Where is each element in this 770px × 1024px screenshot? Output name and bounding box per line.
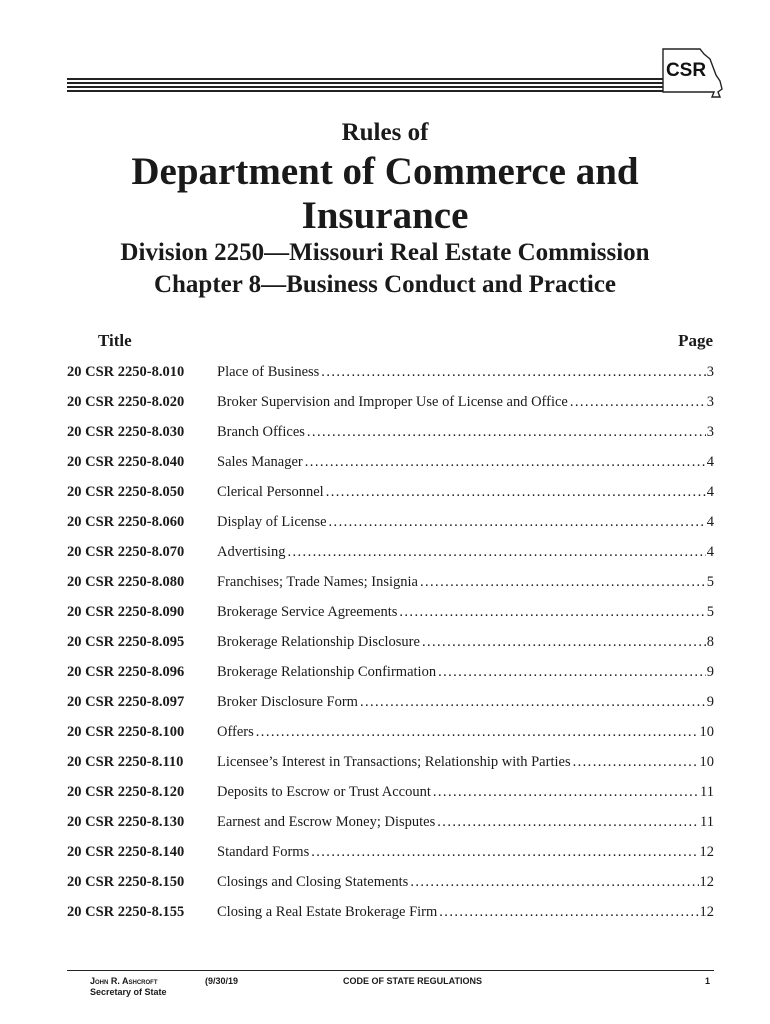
dot-leader xyxy=(256,724,699,741)
rule-title: Earnest and Escrow Money; Disputes xyxy=(217,814,436,830)
table-of-contents xyxy=(67,364,714,934)
rule-title: Broker Disclosure Form xyxy=(217,694,358,710)
logo-text: CSR xyxy=(665,60,707,81)
dot-leader xyxy=(360,694,706,711)
rule-title-line xyxy=(217,424,714,441)
rule-title-line xyxy=(217,634,714,651)
rule-title: Standard Forms xyxy=(217,844,310,860)
page-column-header: Page xyxy=(678,331,713,350)
rule-number: 20 CSR 2250-8.120 xyxy=(67,784,185,800)
dot-leader xyxy=(420,574,706,591)
rule-page-number: 11 xyxy=(700,814,714,830)
dot-leader xyxy=(326,484,706,501)
toc-row xyxy=(67,814,714,844)
rule-title: Deposits to Escrow or Trust Account xyxy=(217,784,431,800)
rule-title: Brokerage Relationship Disclosure xyxy=(217,634,420,650)
rule-page-number: 4 xyxy=(706,544,714,560)
dot-leader xyxy=(433,784,699,801)
rule-number: 20 CSR 2250-8.020 xyxy=(67,394,185,410)
dot-leader xyxy=(570,394,706,411)
division-title: Division 2250—Missouri Real Estate Commission xyxy=(120,239,650,266)
footer-date: (9/30/19 xyxy=(205,976,239,986)
dot-leader xyxy=(329,514,706,531)
rule-number: 20 CSR 2250-8.090 xyxy=(67,604,185,620)
toc-row xyxy=(67,484,714,514)
rule-title: Display of License xyxy=(217,514,327,530)
rule-title-line xyxy=(217,454,714,471)
rule-title-line xyxy=(217,664,714,681)
toc-row xyxy=(67,844,714,874)
rule-page-number: 12 xyxy=(699,844,714,860)
toc-row xyxy=(67,544,714,574)
dot-leader xyxy=(399,604,705,621)
rule-title: Licensee’s Interest in Transactions; Relationship with Parties xyxy=(217,754,571,770)
rule-title: Brokerage Relationship Confirmation xyxy=(217,664,437,680)
rule-title: Clerical Personnel xyxy=(217,484,324,500)
rule-number: 20 CSR 2250-8.155 xyxy=(67,904,185,920)
dot-leader xyxy=(437,814,699,831)
rule-page-number: 10 xyxy=(699,754,714,770)
rule-page-number: 9 xyxy=(706,694,714,710)
department-title-line1: Department of Commerce and xyxy=(131,150,639,193)
rule-page-number: 4 xyxy=(706,514,714,530)
rule-page-number: 3 xyxy=(706,364,714,380)
toc-row xyxy=(67,724,714,754)
dot-leader xyxy=(439,904,698,921)
rule-number: 20 CSR 2250-8.080 xyxy=(67,574,185,590)
rule-number: 20 CSR 2250-8.060 xyxy=(67,514,185,530)
toc-row xyxy=(67,454,714,484)
toc-row xyxy=(67,904,714,934)
footer-publication: CODE OF STATE REGULATIONS xyxy=(343,976,482,986)
author-name: John R. Ashcroft xyxy=(90,976,158,986)
toc-row xyxy=(67,394,714,424)
rule-number: 20 CSR 2250-8.040 xyxy=(67,454,185,470)
rule-title-line xyxy=(217,904,714,921)
department-title xyxy=(0,150,770,238)
rule-title-line xyxy=(217,394,714,411)
dot-leader xyxy=(307,424,706,441)
rule-title-line xyxy=(217,364,714,381)
rule-title: Advertising xyxy=(217,544,286,560)
rule-title-line xyxy=(217,514,714,531)
rule-title-line xyxy=(217,754,714,771)
rule-title: Broker Supervision and Improper Use of License and Office xyxy=(217,394,568,410)
rules-of-label: Rules of xyxy=(341,119,429,146)
dot-leader xyxy=(311,844,698,861)
rule-title-line xyxy=(217,724,714,741)
rule-number: 20 CSR 2250-8.095 xyxy=(67,634,185,650)
dot-leader xyxy=(410,874,698,891)
rule-title-line xyxy=(217,574,714,591)
toc-row xyxy=(67,634,714,664)
rule-page-number: 12 xyxy=(699,904,714,920)
rule-page-number: 3 xyxy=(706,424,714,440)
rule-title-line xyxy=(217,874,714,891)
rule-number: 20 CSR 2250-8.050 xyxy=(67,484,185,500)
rule-page-number: 5 xyxy=(706,604,714,620)
header-rule-lines xyxy=(67,78,667,94)
rule-title: Franchises; Trade Names; Insignia xyxy=(217,574,418,590)
rule-page-number: 4 xyxy=(706,484,714,500)
author-role: Secretary of State xyxy=(90,987,167,997)
rule-title-line xyxy=(217,784,714,801)
rule-number: 20 CSR 2250-8.140 xyxy=(67,844,185,860)
rule-page-number: 11 xyxy=(700,784,714,800)
dot-leader xyxy=(287,544,705,561)
rule-title: Branch Offices xyxy=(217,424,305,440)
rule-number: 20 CSR 2250-8.097 xyxy=(67,694,185,710)
rule-title-line xyxy=(217,604,714,621)
toc-row xyxy=(67,874,714,904)
dot-leader xyxy=(438,664,706,681)
rule-number: 20 CSR 2250-8.010 xyxy=(67,364,185,380)
toc-row xyxy=(67,604,714,634)
footer-rule xyxy=(67,970,714,971)
rule-title-line xyxy=(217,694,714,711)
rule-number: 20 CSR 2250-8.096 xyxy=(67,664,185,680)
department-title-line2: Insurance xyxy=(301,194,469,237)
footer-author xyxy=(90,976,167,998)
toc-row xyxy=(67,754,714,784)
title-column-header: Title xyxy=(98,331,132,350)
rule-title: Sales Manager xyxy=(217,454,303,470)
dot-leader xyxy=(321,364,705,381)
rule-title: Closings and Closing Statements xyxy=(217,874,409,890)
rule-page-number: 5 xyxy=(706,574,714,590)
rule-page-number: 12 xyxy=(699,874,714,890)
toc-row xyxy=(67,694,714,724)
rule-title-line xyxy=(217,814,714,831)
rule-number: 20 CSR 2250-8.030 xyxy=(67,424,185,440)
rule-page-number: 10 xyxy=(699,724,714,740)
rule-title-line xyxy=(217,844,714,861)
toc-row xyxy=(67,514,714,544)
dot-leader xyxy=(422,634,706,651)
toc-row xyxy=(67,664,714,694)
rule-number: 20 CSR 2250-8.150 xyxy=(67,874,185,890)
toc-row xyxy=(67,424,714,454)
footer-page-number: 1 xyxy=(705,976,711,986)
rule-page-number: 9 xyxy=(706,664,714,680)
rule-title-line xyxy=(217,484,714,501)
rule-page-number: 8 xyxy=(706,634,714,650)
dot-leader xyxy=(573,754,699,771)
dot-leader xyxy=(305,454,706,471)
rule-title: Brokerage Service Agreements xyxy=(217,604,398,620)
rule-number: 20 CSR 2250-8.070 xyxy=(67,544,185,560)
rule-number: 20 CSR 2250-8.110 xyxy=(67,754,184,770)
toc-row xyxy=(67,784,714,814)
toc-row xyxy=(67,364,714,394)
rule-title: Closing a Real Estate Brokerage Firm xyxy=(217,904,438,920)
rule-page-number: 3 xyxy=(706,394,714,410)
toc-row xyxy=(67,574,714,604)
csr-missouri-logo xyxy=(660,45,726,101)
rule-title-line xyxy=(217,544,714,561)
rule-number: 20 CSR 2250-8.130 xyxy=(67,814,185,830)
rule-title: Place of Business xyxy=(217,364,320,380)
rule-page-number: 4 xyxy=(706,454,714,470)
chapter-title: Chapter 8—Business Conduct and Practice xyxy=(153,271,617,298)
rule-title: Offers xyxy=(217,724,254,740)
division-chapter-heading xyxy=(0,237,770,301)
rule-number: 20 CSR 2250-8.100 xyxy=(67,724,185,740)
